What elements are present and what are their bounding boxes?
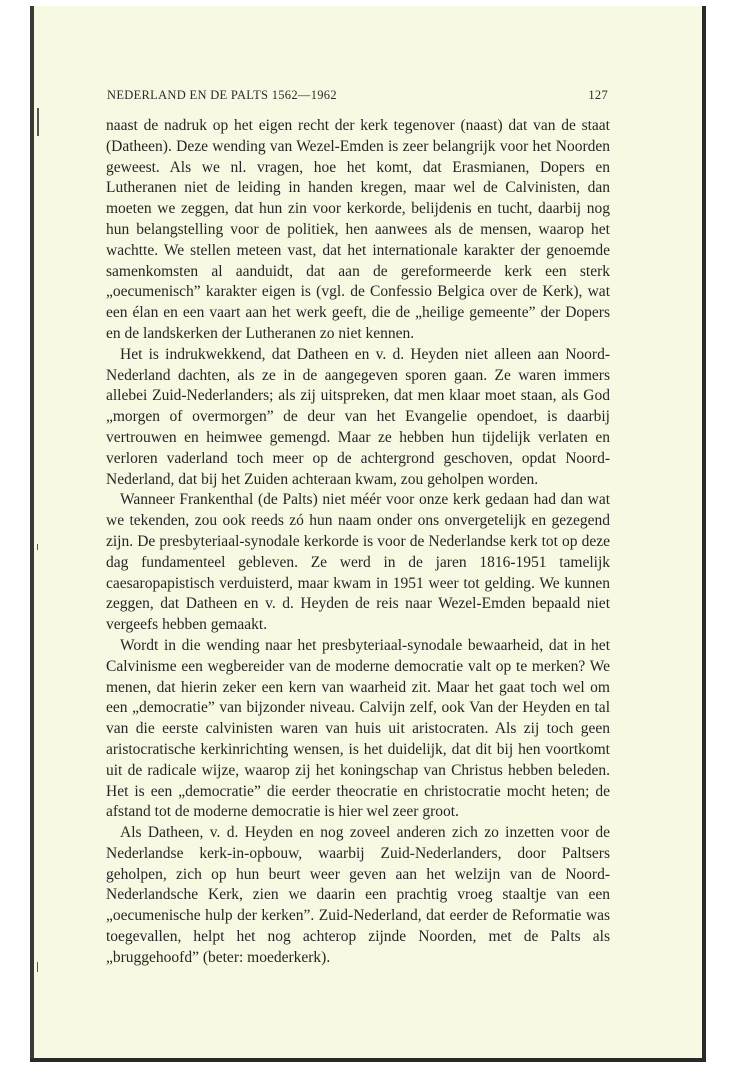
scan-bottom-edge: [30, 1058, 706, 1062]
paragraph: Wordt in die wending naar het presbyteriaal-synodale bewaarheid, dat in het Calvinisme een wegbereider van de moderne democratie valt op te merken? We menen, dat hierin zeker een kern van waarheid zit. Maar het gaat toch wel om een „democratie” van bijzonder niveau. Calvijn zelf, ook Van der Heyden en tal van die eerste calvinisten waren van huis uit aristocraten. Als zij toch geen aristocratische kerkinrichting wensen, is het duidelijk, dat dit bij hen voortkomt uit de radicale wijze, waarop zij het koningschap van Christus hebben beleden. Het is een „democratie” die eerder theocratie en christocratie mocht heten; de afstand tot de moderne democratie is hier wel zeer groot.: [106, 636, 610, 821]
body-text: [106, 116, 610, 969]
paragraph: naast de nadruk op het eigen recht der kerk tegenover (naast) dat van de staat (Datheen). Deze wending van Wezel-Emden is zeer belangrijk voor het Noorden geweest. Als we nl. vragen, hoe het komt, dat Erasmianen, Dopers en Lutheranen niet de leiding in handen kregen, maar wel de Calvinisten, dan moeten we zeggen, dat hun zin voor kerkorde, belijdenis en tucht, daarbij nog hun belangstelling voor de politiek, hen aanwees als de mensen, waarop het wachtte. We stellen meteen vast, dat het internationale karakter der genoemde samenkomsten al aanduidt, dat aan de gereformeerde kerk een sterk „oecumenisch” karakter eigen is (vgl. de Confessio Belgica over de Kerk), wat een élan en een vaart aan het werk geeft, die de „heilige gemeente” der Dopers en de landskerken der Lutheranen zo niet kennen.: [106, 117, 610, 342]
paragraph: Wanneer Frankenthal (de Palts) niet méér voor onze kerk gedaan had dan wat we tekenden, zou ook reeds zó hun naam onder ons onvergetelijk en gezegend zijn. De presbyteriaal-synodale kerkorde is voor de Nederlandse kerk tot op deze dag fundamenteel gebleven. Ze werd in de jaren 1816-1951 tamelijk caesaropapistisch verduisterd, maar kwam in 1951 weer tot gelding. We kunnen zeggen, dat Datheen en v. d. Heyden de reis naar Wezel-Emden bepaald niet vergeefs hebben gemaakt.: [106, 491, 610, 634]
running-header: [107, 88, 608, 106]
gutter-mark: [37, 544, 38, 550]
scan-left-edge: [30, 6, 34, 1062]
scan-right-edge: [702, 6, 706, 1062]
gutter-mark: [37, 962, 38, 972]
running-title: NEDERLAND EN DE PALTS 1562—1962: [107, 88, 337, 102]
paragraph: Als Datheen, v. d. Heyden en nog zoveel anderen zich zo inzetten voor de Nederlandse kerk-in-opbouw, waarbij Zuid-Nederlanders, door Paltsers geholpen, zich op hun beurt weer geven aan het welzijn van de Noord-Nederlandsche Kerk, zien we daarin een prachtig vroeg staaltje van een „oecumenische hulp der kerken”. Zuid-Nederland, dat eerder de Reformatie was toegevallen, helpt het nog achterop zijnde Noorden, met de Palts als „bruggehoofd” (beter: moederkerk).: [106, 824, 610, 966]
paragraph: Het is indrukwekkend, dat Datheen en v. d. Heyden niet alleen aan Noord-Nederland dachten, als ze in de aangegeven sporen gaan. Ze waren immers allebei Zuid-Nederlanders; als zij uitspreken, dat men klaar moet staan, als God „morgen of overmorgen” de deur van het Evangelie opendoet, is daarbij vertrouwen en heimwee gemengd. Maar ze hebben hun tijdelijk verlaten en verloren vaderland toch meer op de achtergrond geschoven, opdat Noord-Nederland, dat bij het Zuiden achteraan kwam, zou geholpen worden.: [106, 345, 610, 488]
gutter-mark: [37, 108, 39, 136]
page-number: 127: [588, 88, 608, 102]
